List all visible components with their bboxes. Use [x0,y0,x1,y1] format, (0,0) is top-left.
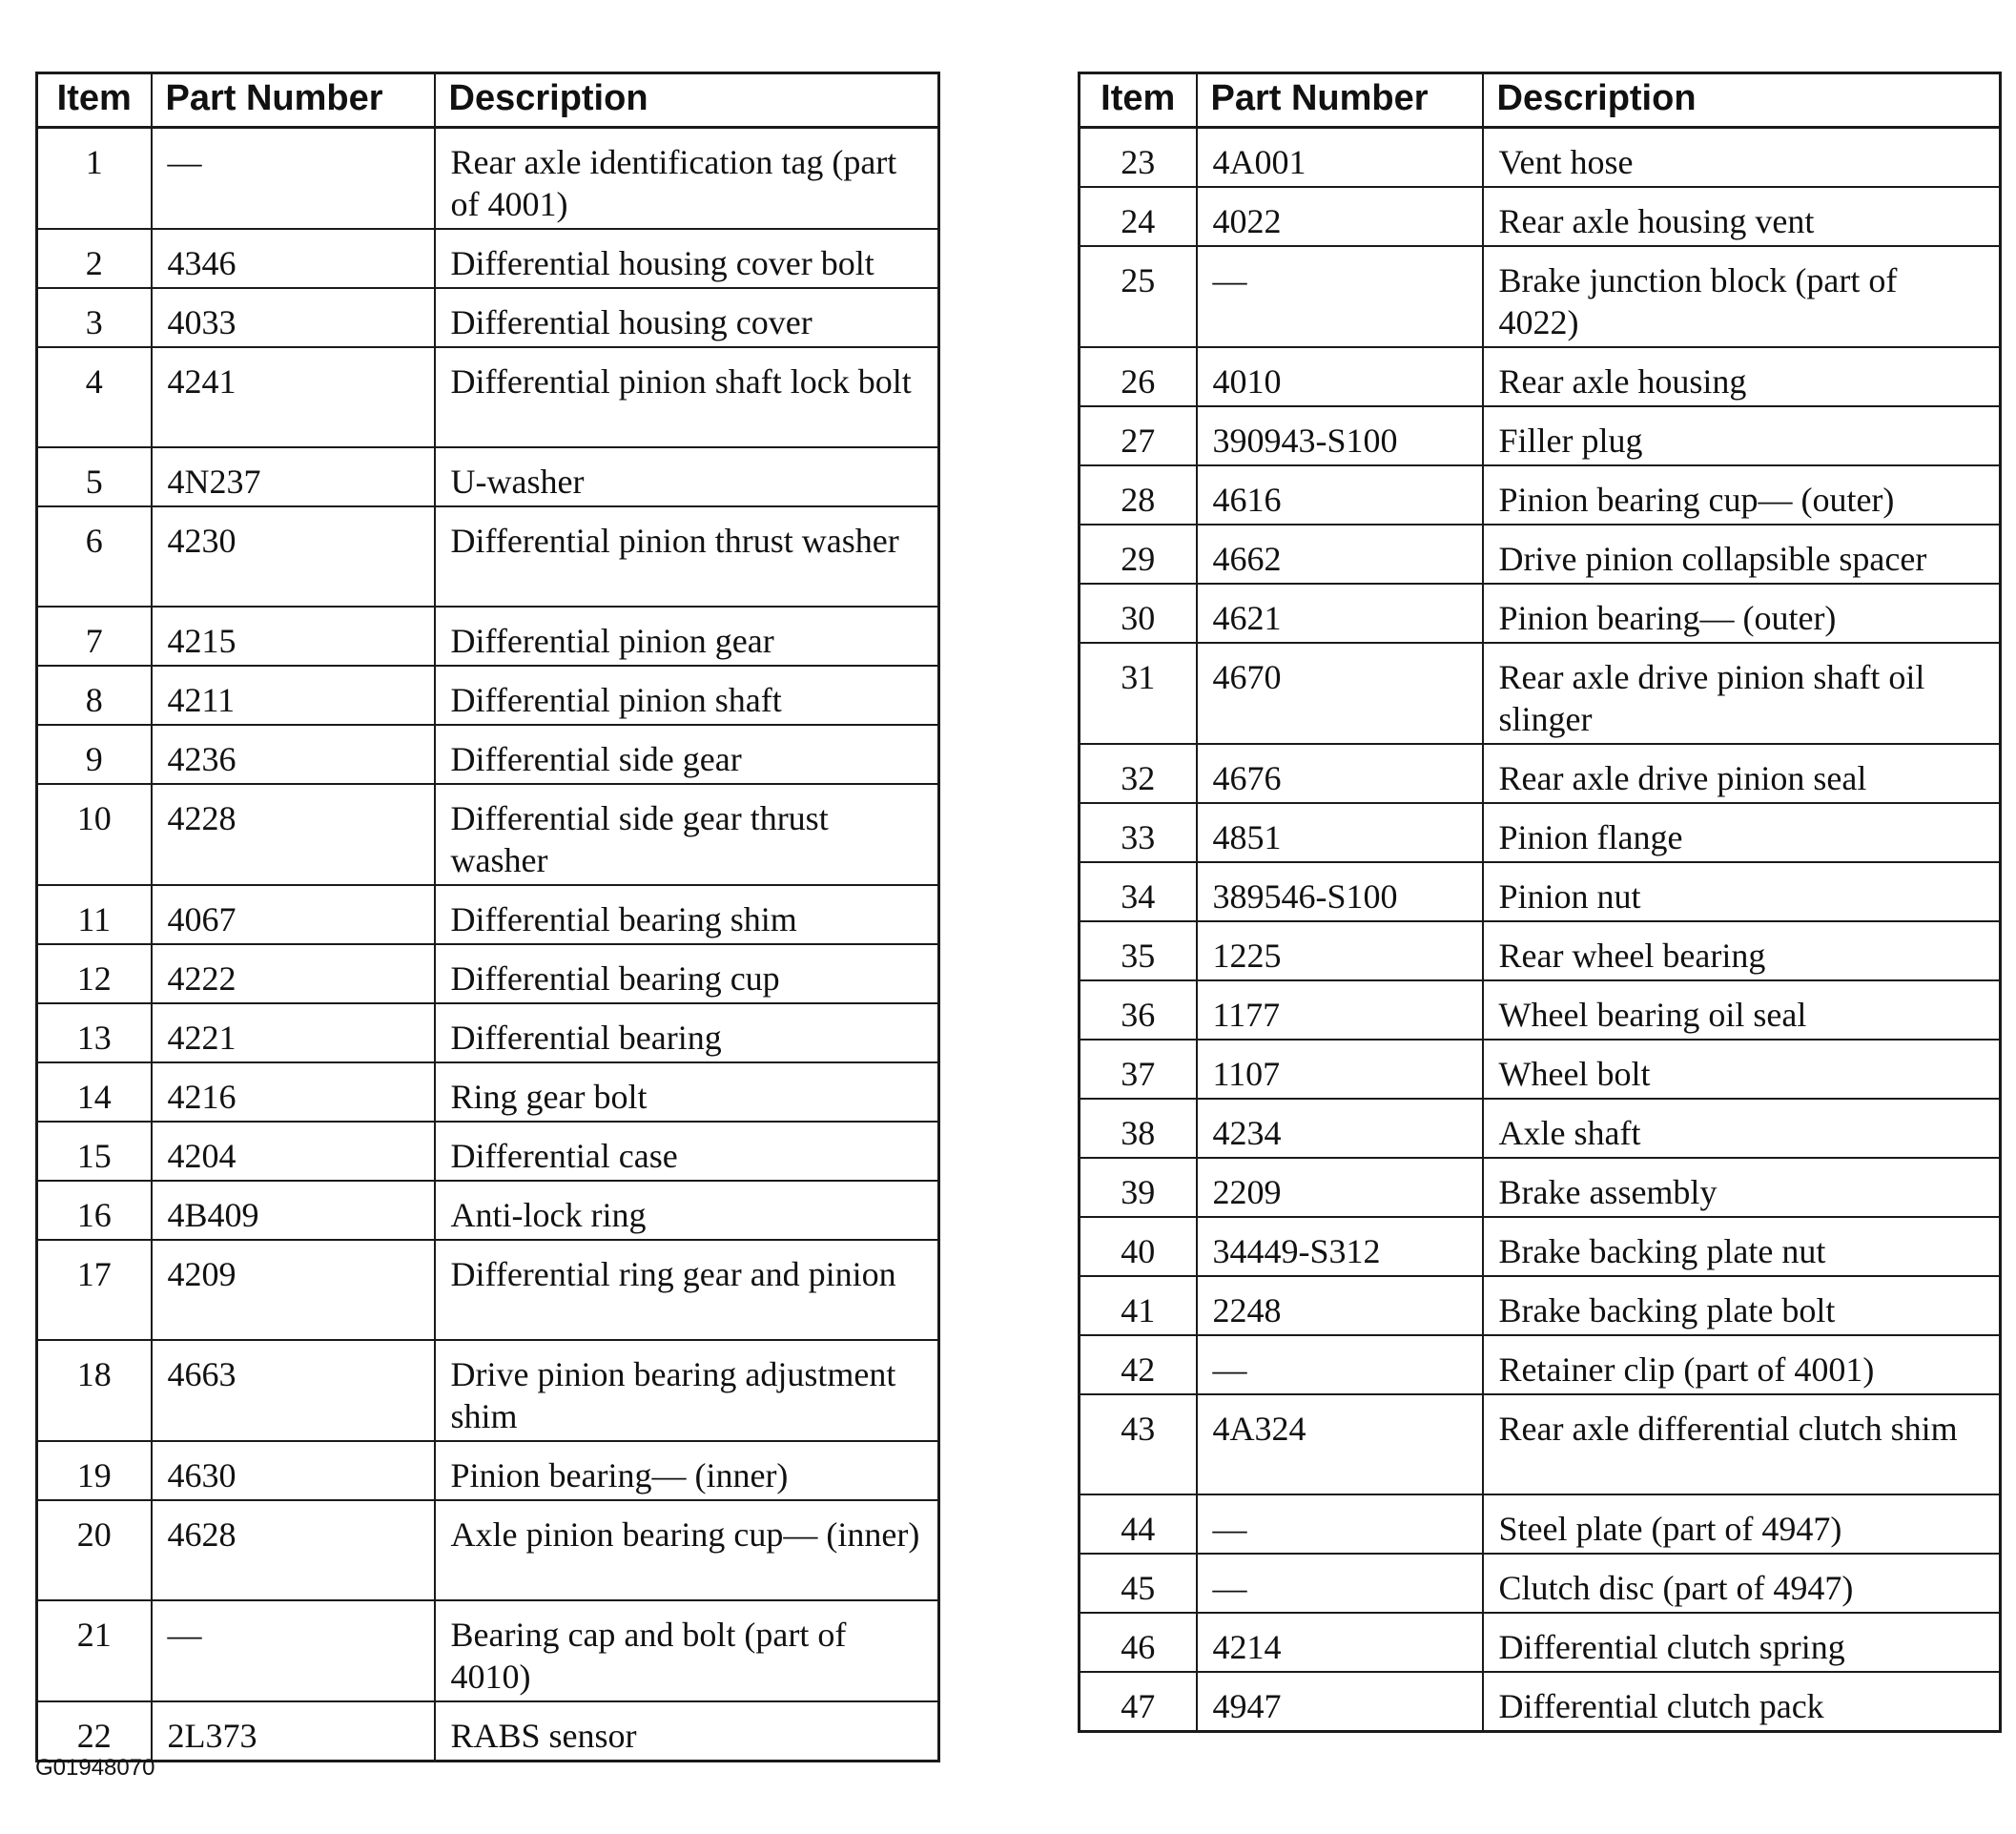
table-row [1080,187,2001,246]
part-number-cell: 1107 [1197,1040,1483,1099]
item-number-cell: 3 [37,288,152,347]
item-number-cell: 20 [37,1500,152,1600]
table-row [1080,406,2001,465]
part-number-cell: 4A001 [1197,128,1483,188]
table-row [37,1500,939,1600]
item-number-cell: 16 [37,1181,152,1240]
part-number-cell: 4676 [1197,744,1483,803]
table-row [1080,584,2001,643]
table-row [37,1003,939,1062]
item-number-cell: 34 [1080,862,1197,921]
description-cell: Clutch disc (part of 4947) [1483,1554,2001,1613]
item-number-cell: 26 [1080,347,1197,406]
part-number-cell: 4N237 [152,447,435,506]
part-number-cell: 4204 [152,1122,435,1181]
item-number-cell: 4 [37,347,152,447]
item-number-cell: 47 [1080,1672,1197,1732]
table-row [37,607,939,666]
part-number-cell: 4067 [152,885,435,944]
item-number-cell: 37 [1080,1040,1197,1099]
part-number-cell: 4947 [1197,1672,1483,1732]
item-number-cell: 13 [37,1003,152,1062]
part-number-cell: 4662 [1197,525,1483,584]
item-number-cell: 19 [37,1441,152,1500]
description-cell: Vent hose [1483,128,2001,188]
part-number-cell: 1177 [1197,980,1483,1040]
parts-table-right [1078,72,2002,1733]
description-cell: Anti-lock ring [435,1181,939,1240]
table-row [37,1181,939,1240]
item-number-cell: 23 [1080,128,1197,188]
table-row [37,1441,939,1500]
part-number-cell: 4230 [152,506,435,607]
item-number-cell: 18 [37,1340,152,1441]
table-row [1080,1040,2001,1099]
part-number-cell: 2248 [1197,1276,1483,1335]
description-cell: Differential housing cover bolt [435,229,939,288]
item-number-cell: 40 [1080,1217,1197,1276]
header-item: Item [1080,73,1197,128]
description-cell: Rear axle drive pinion shaft oil slinger [1483,643,2001,744]
table-row [37,784,939,885]
description-cell: Differential side gear [435,725,939,784]
table-row [37,128,939,230]
item-number-cell: 42 [1080,1335,1197,1394]
part-number-cell: 4616 [1197,465,1483,525]
item-number-cell: 25 [1080,246,1197,347]
description-cell: Brake assembly [1483,1158,2001,1217]
table-row [1080,1276,2001,1335]
item-number-cell: 41 [1080,1276,1197,1335]
part-number-cell: 390943-S100 [1197,406,1483,465]
part-number-cell: 2L373 [152,1701,435,1762]
item-number-cell: 43 [1080,1394,1197,1494]
parts-table-left [35,72,940,1762]
description-cell: Differential clutch spring [1483,1613,2001,1672]
item-number-cell: 32 [1080,744,1197,803]
part-number-cell: — [1197,246,1483,347]
description-cell: Bearing cap and bolt (part of 4010) [435,1600,939,1701]
item-number-cell: 12 [37,944,152,1003]
part-number-cell: 4851 [1197,803,1483,862]
item-number-cell: 30 [1080,584,1197,643]
description-cell: Differential housing cover [435,288,939,347]
item-number-cell: 28 [1080,465,1197,525]
item-number-cell: 24 [1080,187,1197,246]
table-row [37,1122,939,1181]
table-row [1080,246,2001,347]
item-number-cell: 36 [1080,980,1197,1040]
table-row [1080,128,2001,188]
part-number-cell: 4214 [1197,1613,1483,1672]
part-number-cell: 4010 [1197,347,1483,406]
item-number-cell: 29 [1080,525,1197,584]
table-row [1080,1335,2001,1394]
table-row [1080,744,2001,803]
table-row [37,885,939,944]
description-cell: Retainer clip (part of 4001) [1483,1335,2001,1394]
item-number-cell: 17 [37,1240,152,1340]
table-row [1080,1158,2001,1217]
table-header-row [1080,73,2001,128]
item-number-cell: 45 [1080,1554,1197,1613]
part-number-cell: 4A324 [1197,1394,1483,1494]
description-cell: Differential pinion thrust washer [435,506,939,607]
item-number-cell: 8 [37,666,152,725]
part-number-cell: 1225 [1197,921,1483,980]
parts-table-right-body [1080,128,2001,1732]
description-cell: Rear axle identification tag (part of 4001) [435,128,939,230]
description-cell: Differential pinion gear [435,607,939,666]
description-cell: Drive pinion collapsible spacer [1483,525,2001,584]
description-cell: Differential side gear thrust washer [435,784,939,885]
item-number-cell: 10 [37,784,152,885]
item-number-cell: 7 [37,607,152,666]
table-row [37,506,939,607]
table-header-row [37,73,939,128]
item-number-cell: 22 [37,1701,152,1762]
description-cell: Pinion bearing— (inner) [435,1441,939,1500]
description-cell: Axle shaft [1483,1099,2001,1158]
part-number-cell: 34449-S312 [1197,1217,1483,1276]
table-row [1080,803,2001,862]
figure-id: G01948070 [35,1755,155,1781]
part-number-cell: 4215 [152,607,435,666]
table-row [37,1340,939,1441]
header-description: Description [435,73,939,128]
description-cell: Pinion flange [1483,803,2001,862]
part-number-cell: 4022 [1197,187,1483,246]
description-cell: Rear axle drive pinion seal [1483,744,2001,803]
description-cell: Differential pinion shaft [435,666,939,725]
table-row [1080,1672,2001,1732]
item-number-cell: 46 [1080,1613,1197,1672]
description-cell: Wheel bolt [1483,1040,2001,1099]
table-row [1080,980,2001,1040]
table-row [1080,921,2001,980]
description-cell: Rear axle housing vent [1483,187,2001,246]
part-number-cell: 4209 [152,1240,435,1340]
description-cell: Differential bearing shim [435,885,939,944]
table-row [37,229,939,288]
item-number-cell: 15 [37,1122,152,1181]
part-number-cell: 4236 [152,725,435,784]
header-item: Item [37,73,152,128]
table-row [37,288,939,347]
part-number-cell: 2209 [1197,1158,1483,1217]
part-number-cell: 4228 [152,784,435,885]
part-number-cell: 4628 [152,1500,435,1600]
description-cell: Differential pinion shaft lock bolt [435,347,939,447]
item-number-cell: 14 [37,1062,152,1122]
description-cell: Differential ring gear and pinion [435,1240,939,1340]
parts-table-left-body [37,128,939,1762]
description-cell: Brake backing plate bolt [1483,1276,2001,1335]
description-cell: Drive pinion bearing adjustment shim [435,1340,939,1441]
description-cell: Axle pinion bearing cup— (inner) [435,1500,939,1600]
description-cell: Rear axle housing [1483,347,2001,406]
part-number-cell: 4670 [1197,643,1483,744]
description-cell: Differential bearing [435,1003,939,1062]
description-cell: Pinion bearing— (outer) [1483,584,2001,643]
part-number-cell: — [1197,1494,1483,1554]
part-number-cell: 4663 [152,1340,435,1441]
table-row [1080,465,2001,525]
description-cell: Wheel bearing oil seal [1483,980,2001,1040]
table-row [37,725,939,784]
part-number-cell: 4033 [152,288,435,347]
part-number-cell: — [1197,1335,1483,1394]
description-cell: RABS sensor [435,1701,939,1762]
table-row [37,347,939,447]
item-number-cell: 33 [1080,803,1197,862]
part-number-cell: — [152,128,435,230]
part-number-cell: 4211 [152,666,435,725]
header-part-number: Part Number [152,73,435,128]
item-number-cell: 11 [37,885,152,944]
description-cell: Brake junction block (part of 4022) [1483,246,2001,347]
table-row [1080,525,2001,584]
table-row [1080,643,2001,744]
item-number-cell: 31 [1080,643,1197,744]
description-cell: Differential bearing cup [435,944,939,1003]
item-number-cell: 38 [1080,1099,1197,1158]
part-number-cell: 4221 [152,1003,435,1062]
table-row [1080,1494,2001,1554]
table-row [37,944,939,1003]
item-number-cell: 27 [1080,406,1197,465]
description-cell: Filler plug [1483,406,2001,465]
part-number-cell: — [1197,1554,1483,1613]
table-row [1080,1099,2001,1158]
item-number-cell: 39 [1080,1158,1197,1217]
part-number-cell: 4234 [1197,1099,1483,1158]
description-cell: Rear wheel bearing [1483,921,2001,980]
table-row [37,1062,939,1122]
item-number-cell: 1 [37,128,152,230]
table-row [37,1600,939,1701]
table-row [1080,1613,2001,1672]
table-row [37,666,939,725]
header-part-number: Part Number [1197,73,1483,128]
table-row [1080,1217,2001,1276]
table-row [1080,347,2001,406]
part-number-cell: 4241 [152,347,435,447]
part-number-cell: 4630 [152,1441,435,1500]
part-number-cell: 389546-S100 [1197,862,1483,921]
table-row [1080,1554,2001,1613]
item-number-cell: 35 [1080,921,1197,980]
description-cell: Ring gear bolt [435,1062,939,1122]
table-row [37,1701,939,1762]
part-number-cell: 4621 [1197,584,1483,643]
item-number-cell: 2 [37,229,152,288]
description-cell: Differential clutch pack [1483,1672,2001,1732]
part-number-cell: 4B409 [152,1181,435,1240]
description-cell: Brake backing plate nut [1483,1217,2001,1276]
item-number-cell: 21 [37,1600,152,1701]
description-cell: Steel plate (part of 4947) [1483,1494,2001,1554]
part-number-cell: 4216 [152,1062,435,1122]
item-number-cell: 5 [37,447,152,506]
item-number-cell: 44 [1080,1494,1197,1554]
item-number-cell: 9 [37,725,152,784]
table-row [1080,862,2001,921]
description-cell: Pinion nut [1483,862,2001,921]
description-cell: U-washer [435,447,939,506]
part-number-cell: — [152,1600,435,1701]
part-number-cell: 4346 [152,229,435,288]
header-description: Description [1483,73,2001,128]
item-number-cell: 6 [37,506,152,607]
description-cell: Differential case [435,1122,939,1181]
table-row [37,447,939,506]
table-row [37,1240,939,1340]
description-cell: Pinion bearing cup— (outer) [1483,465,2001,525]
part-number-cell: 4222 [152,944,435,1003]
table-row [1080,1394,2001,1494]
description-cell: Rear axle differential clutch shim [1483,1394,2001,1494]
